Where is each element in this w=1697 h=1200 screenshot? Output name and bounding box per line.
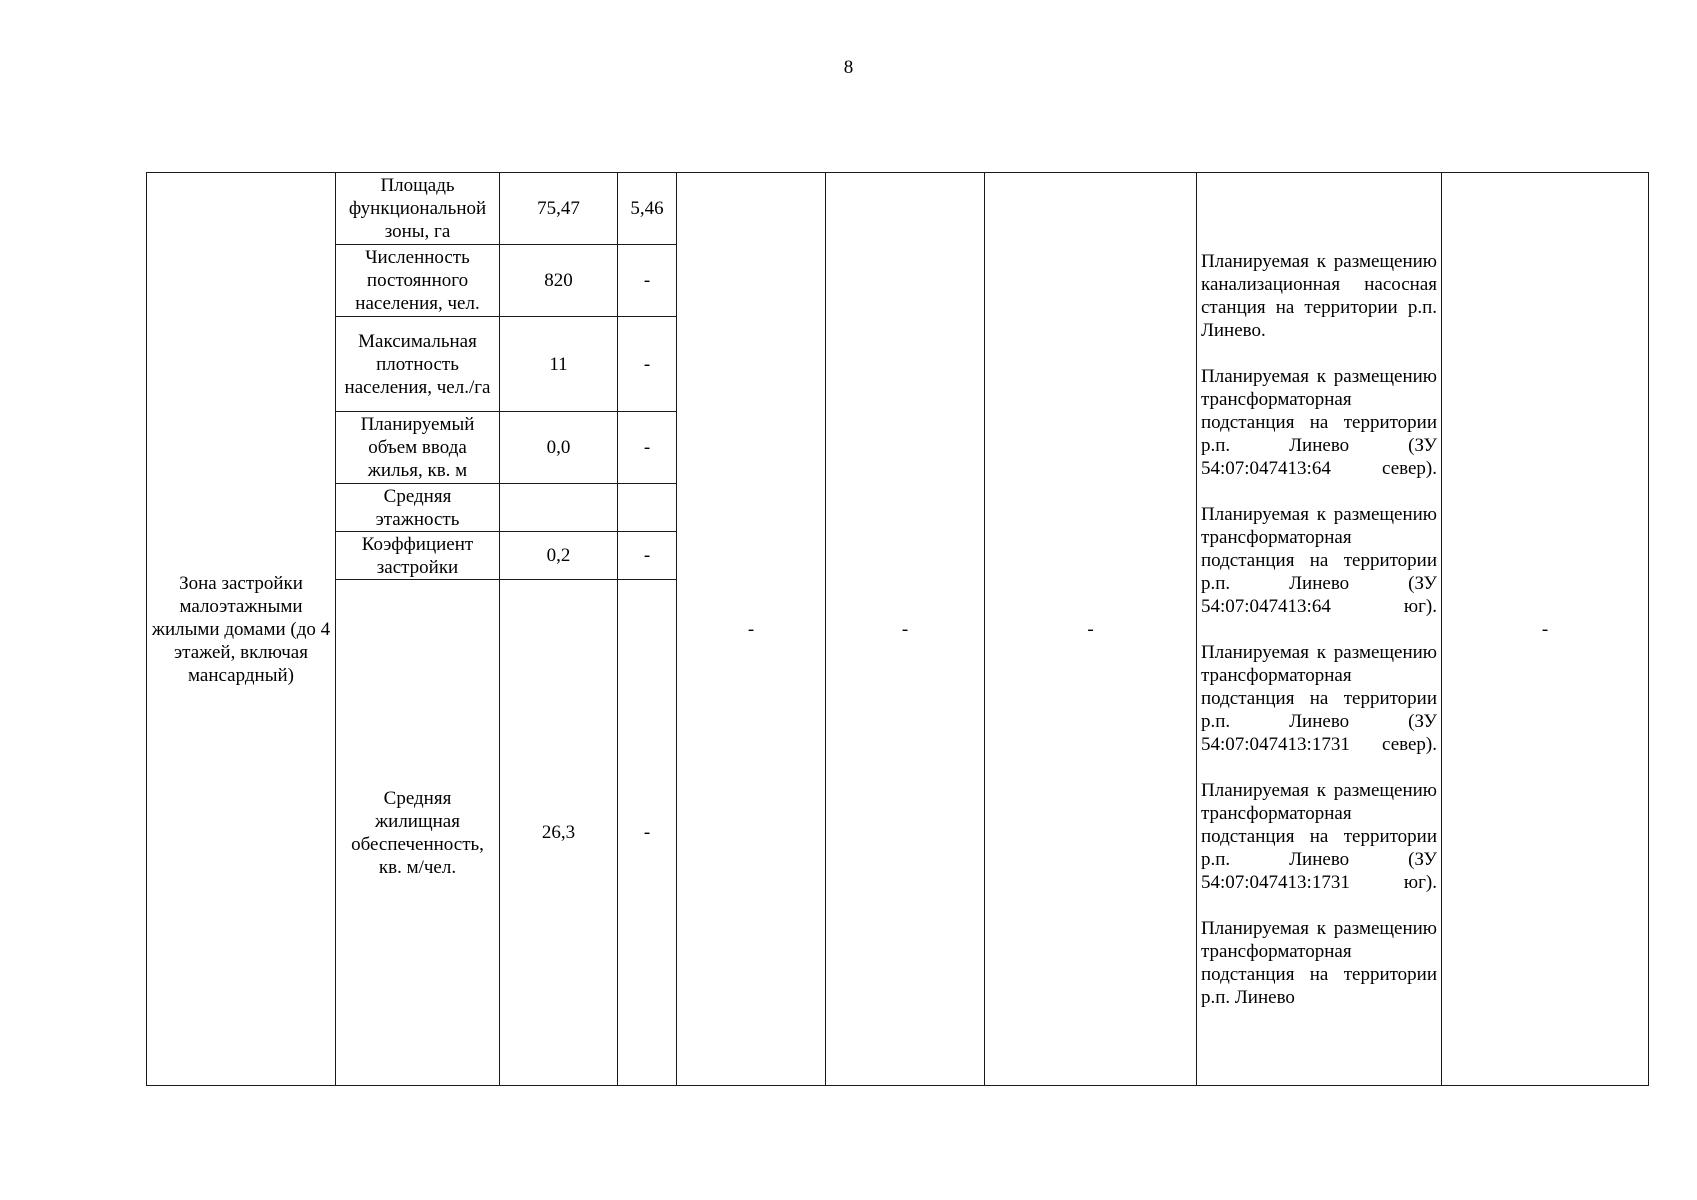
indicator-value: 0,0 [500, 412, 618, 484]
indicator-name: Средняя жилищная обеспеченность, кв. м/чел. [336, 580, 500, 1086]
indicator-value: 820 [500, 245, 618, 317]
indicator-change: - [618, 317, 677, 412]
table-row [147, 173, 1649, 245]
indicator-value: 11 [500, 317, 618, 412]
column-6-cell: - [826, 173, 985, 1086]
indicator-name: Планируемый объем ввода жилья, кв. м [336, 412, 500, 484]
indicator-change: - [618, 245, 677, 317]
planned-object: Планируемая к размещению трансформаторная подстанция на территории р.п. Линево (ЗУ 54:07:047413:1731 юг). [1201, 779, 1437, 893]
indicator-name: Площадь функциональной зоны, га [336, 173, 500, 245]
indicator-value: 26,3 [500, 580, 618, 1086]
indicator-value: 0,2 [500, 532, 618, 580]
indicator-change: - [618, 532, 677, 580]
indicator-change: 5,46 [618, 173, 677, 245]
column-5-cell: - [677, 173, 826, 1086]
indicator-name: Коэффициент застройки [336, 532, 500, 580]
indicator-value: 75,47 [500, 173, 618, 245]
planned-object: Планируемая к размещению канализационная насосная станция на территории р.п. Линево. [1201, 250, 1437, 341]
indicator-change: - [618, 580, 677, 1086]
page-number: 8 [843, 57, 854, 78]
indicator-change: - [618, 412, 677, 484]
indicator-name: Максимальная плотность населения, чел./га [336, 317, 500, 412]
column-7-cell: - [985, 173, 1197, 1086]
indicator-change [618, 484, 677, 532]
indicator-value [500, 484, 618, 532]
planned-object: Планируемая к размещению трансформаторная подстанция на территории р.п. Линево (ЗУ 54:07:047413:64 север). [1201, 365, 1437, 479]
planned-objects-cell [1197, 173, 1442, 1086]
planned-object: Планируемая к размещению трансформаторная подстанция на территории р.п. Линево (ЗУ 54:07:047413:1731 север). [1201, 641, 1437, 755]
zones-table [146, 172, 1649, 1086]
indicator-name: Средняя этажность [336, 484, 500, 532]
indicator-name: Численность постоянного населения, чел. [336, 245, 500, 317]
planned-object: Планируемая к размещению трансформаторная подстанция на территории р.п. Линево (ЗУ 54:07:047413:64 юг). [1201, 503, 1437, 617]
zone-name-cell: Зона застройки малоэтажными жилыми домами (до 4 этажей, включая мансардный) [147, 173, 336, 1086]
planned-object: Планируемая к размещению трансформаторная подстанция на территории р.п. Линево [1201, 917, 1437, 1008]
column-9-cell: - [1442, 173, 1649, 1086]
